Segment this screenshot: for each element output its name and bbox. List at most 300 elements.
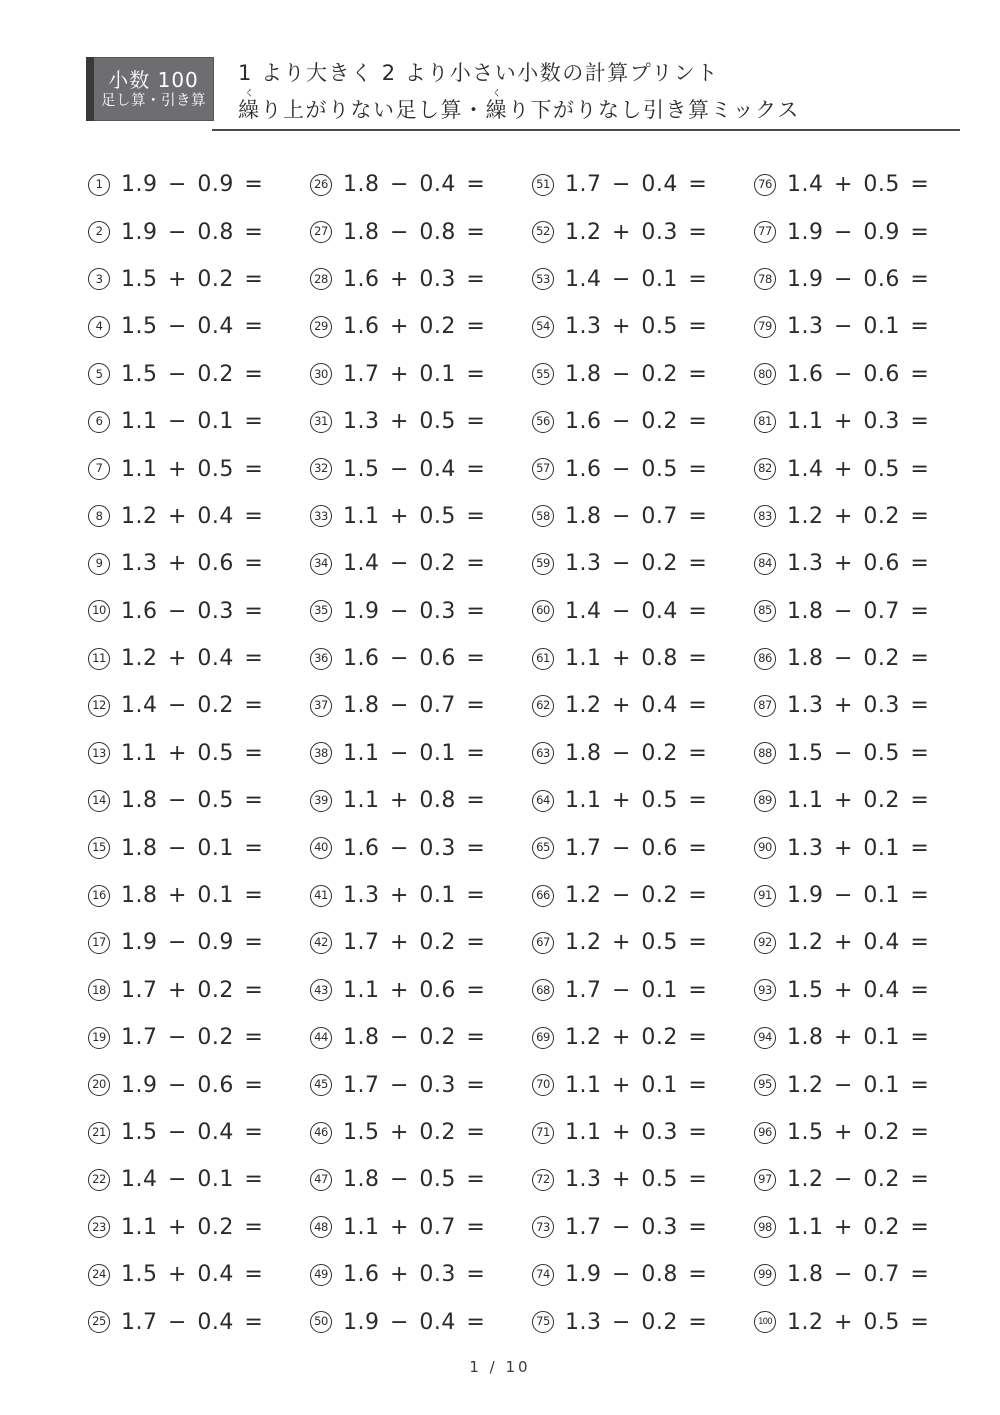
problem-row	[532, 1109, 754, 1156]
problem-expression: 1.7 + 0.2 =	[343, 930, 486, 956]
problem-expression: 1.8 − 0.2 =	[787, 646, 930, 672]
problem-expression: 1.4 − 0.1 =	[121, 1167, 264, 1193]
subtitle-ruby-base: 繰く	[485, 89, 508, 123]
problem-row	[88, 1014, 310, 1061]
problem-row	[310, 824, 532, 871]
problem-expression: 1.3 + 0.5 =	[343, 409, 486, 435]
problem-expression: 1.5 + 0.2 =	[343, 1120, 486, 1145]
problem-number-badge: 32	[310, 458, 332, 480]
problem-number-badge: 64	[532, 790, 554, 812]
problem-expression: 1.9 − 0.1 =	[787, 883, 930, 909]
problem-row	[532, 161, 754, 208]
problem-row	[754, 1156, 966, 1203]
problem-number-badge: 91	[754, 885, 776, 907]
problem-number-badge: 31	[310, 411, 332, 433]
worksheet-title: 1 より大きく 2 より小さい小数の計算プリント	[238, 61, 719, 85]
problem-expression: 1.8 − 0.5 =	[121, 788, 264, 814]
problem-row	[754, 303, 966, 350]
problem-row	[88, 303, 310, 350]
problem-expression: 1.8 − 0.2 =	[565, 740, 708, 766]
problem-number-badge: 74	[532, 1264, 554, 1286]
problem-number-badge: 72	[532, 1169, 554, 1191]
problem-row	[88, 730, 310, 777]
problem-expression: 1.1 + 0.8 =	[343, 788, 486, 814]
problem-number-badge: 62	[532, 695, 554, 717]
problem-expression: 1.1 − 0.1 =	[343, 740, 486, 766]
problem-row	[310, 1061, 532, 1108]
problem-expression: 1.2 + 0.4 =	[121, 646, 264, 672]
problem-expression: 1.3 + 0.5 =	[565, 1167, 708, 1193]
problem-number-badge: 21	[88, 1122, 110, 1144]
problem-row	[310, 1014, 532, 1061]
problem-number-badge: 53	[532, 268, 554, 290]
problem-expression: 1.8 + 0.1 =	[121, 883, 264, 909]
problem-expression: 1.2 − 0.1 =	[787, 1072, 930, 1098]
problem-number-badge: 83	[754, 505, 776, 527]
problem-row	[88, 351, 310, 398]
problem-row	[310, 967, 532, 1014]
problem-number-badge: 76	[754, 174, 776, 196]
problem-row	[754, 682, 966, 729]
problem-number-badge: 16	[88, 885, 110, 907]
problem-row	[754, 161, 966, 208]
problem-number-badge: 42	[310, 932, 332, 954]
problem-row	[310, 919, 532, 966]
problem-number-badge: 99	[754, 1264, 776, 1286]
problem-number-badge: 58	[532, 505, 554, 527]
problem-row	[88, 1251, 310, 1298]
problem-expression: 1.4 − 0.2 =	[343, 551, 486, 577]
problem-row	[310, 1109, 532, 1156]
problem-row	[754, 208, 966, 255]
problem-row	[310, 730, 532, 777]
problem-number-badge: 54	[532, 316, 554, 338]
problem-number-badge: 1	[88, 174, 110, 196]
problem-row	[88, 1204, 310, 1251]
problem-number-badge: 7	[88, 458, 110, 480]
problem-row	[532, 824, 754, 871]
problem-number-badge: 63	[532, 742, 554, 764]
problem-expression: 1.8 − 0.1 =	[121, 835, 264, 861]
problem-expression: 1.8 − 0.5 =	[343, 1167, 486, 1193]
problem-expression: 1.9 − 0.4 =	[343, 1309, 486, 1335]
problem-row	[754, 872, 966, 919]
problem-expression: 1.7 − 0.4 =	[565, 172, 708, 198]
problem-expression: 1.2 + 0.5 =	[565, 930, 708, 956]
problem-expression: 1.6 + 0.3 =	[343, 266, 486, 292]
problem-row	[532, 398, 754, 445]
problem-number-badge: 47	[310, 1169, 332, 1191]
badge-category-label: 小数 100	[108, 67, 199, 92]
problem-number-badge: 34	[310, 553, 332, 575]
problem-expression: 1.3 + 0.1 =	[343, 883, 486, 909]
problem-expression: 1.5 − 0.2 =	[121, 361, 264, 387]
problem-expression: 1.3 − 0.2 =	[565, 1309, 708, 1335]
problem-row	[88, 398, 310, 445]
problem-number-badge: 39	[310, 790, 332, 812]
problem-number-badge: 68	[532, 979, 554, 1001]
problem-number-badge: 52	[532, 221, 554, 243]
problem-number-badge: 57	[532, 458, 554, 480]
problem-number-badge: 2	[88, 221, 110, 243]
problem-row	[532, 540, 754, 587]
problem-row	[310, 777, 532, 824]
problem-expression: 1.2 + 0.4 =	[121, 503, 264, 529]
problem-number-badge: 37	[310, 695, 332, 717]
problem-row	[754, 1109, 966, 1156]
problem-number-badge: 88	[754, 742, 776, 764]
problem-number-badge: 50	[310, 1311, 332, 1333]
problem-expression: 1.1 + 0.6 =	[343, 977, 486, 1003]
problem-number-badge: 97	[754, 1169, 776, 1191]
problem-expression: 1.8 − 0.2 =	[343, 1025, 486, 1051]
problem-number-badge: 48	[310, 1216, 332, 1238]
problem-row	[310, 540, 532, 587]
problem-number-badge: 73	[532, 1216, 554, 1238]
problem-row	[532, 1204, 754, 1251]
problem-expression: 1.3 + 0.3 =	[787, 693, 930, 719]
problem-expression: 1.4 − 0.1 =	[565, 266, 708, 292]
problem-number-badge: 27	[310, 221, 332, 243]
problem-expression: 1.2 + 0.5 =	[787, 1309, 930, 1335]
problem-number-badge: 96	[754, 1122, 776, 1144]
problem-expression: 1.1 + 0.3 =	[565, 1120, 708, 1145]
problem-expression: 1.8 − 0.2 =	[565, 361, 708, 387]
badge-body	[94, 57, 214, 121]
problem-row	[310, 1156, 532, 1203]
problem-number-badge: 11	[88, 648, 110, 670]
problem-number-badge: 92	[754, 932, 776, 954]
problem-row	[310, 398, 532, 445]
problem-row	[532, 1061, 754, 1108]
problem-number-badge: 85	[754, 600, 776, 622]
problem-row	[310, 493, 532, 540]
problem-number-badge: 84	[754, 553, 776, 575]
page-number: 1 / 10	[469, 1358, 531, 1376]
problem-row	[754, 1014, 966, 1061]
problem-row	[310, 445, 532, 492]
problem-expression: 1.1 + 0.2 =	[121, 1214, 264, 1240]
problem-expression: 1.8 + 0.1 =	[787, 1025, 930, 1051]
problem-expression: 1.4 + 0.5 =	[787, 172, 930, 198]
problem-row	[310, 1204, 532, 1251]
problem-row	[310, 351, 532, 398]
problem-number-badge: 33	[310, 505, 332, 527]
problem-expression: 1.1 + 0.3 =	[787, 409, 930, 435]
problem-number-badge: 29	[310, 316, 332, 338]
problem-row	[532, 1014, 754, 1061]
problem-expression: 1.1 + 0.2 =	[787, 1214, 930, 1240]
problem-expression: 1.1 + 0.5 =	[565, 788, 708, 814]
problem-expression: 1.9 − 0.6 =	[787, 266, 930, 292]
problem-row	[532, 1251, 754, 1298]
problem-row	[88, 872, 310, 919]
problem-number-badge: 49	[310, 1264, 332, 1286]
problem-number-badge: 23	[88, 1216, 110, 1238]
problem-number-badge: 4	[88, 316, 110, 338]
problem-number-badge: 100	[754, 1311, 776, 1333]
problem-row	[754, 1061, 966, 1108]
problem-number-badge: 13	[88, 742, 110, 764]
problem-number-badge: 38	[310, 742, 332, 764]
problem-number-badge: 28	[310, 268, 332, 290]
problem-number-badge: 18	[88, 979, 110, 1001]
problem-expression: 1.6 − 0.5 =	[565, 456, 708, 482]
problem-expression: 1.9 − 0.8 =	[565, 1262, 708, 1288]
problem-row	[88, 208, 310, 255]
problem-expression: 1.2 + 0.2 =	[787, 503, 930, 529]
problem-expression: 1.6 + 0.2 =	[343, 314, 486, 340]
problem-number-badge: 98	[754, 1216, 776, 1238]
problem-row	[310, 635, 532, 682]
problem-row	[310, 303, 532, 350]
problem-number-badge: 93	[754, 979, 776, 1001]
problem-row	[754, 398, 966, 445]
problem-number-badge: 6	[88, 411, 110, 433]
problem-expression: 1.1 + 0.8 =	[565, 646, 708, 672]
problem-row	[754, 1204, 966, 1251]
problem-row	[88, 1156, 310, 1203]
problem-expression: 1.1 + 0.5 =	[121, 456, 264, 482]
problem-row	[754, 1251, 966, 1298]
problem-number-badge: 24	[88, 1264, 110, 1286]
problem-number-badge: 36	[310, 648, 332, 670]
problem-row	[754, 967, 966, 1014]
problem-number-badge: 17	[88, 932, 110, 954]
problem-expression: 1.5 − 0.4 =	[343, 456, 486, 482]
problem-row	[754, 730, 966, 777]
problem-expression: 1.5 + 0.2 =	[121, 266, 264, 292]
problem-expression: 1.2 + 0.2 =	[565, 1025, 708, 1051]
problem-number-badge: 79	[754, 316, 776, 338]
problem-row	[754, 588, 966, 635]
problem-number-badge: 51	[532, 174, 554, 196]
problem-expression: 1.4 − 0.2 =	[121, 693, 264, 719]
problem-number-badge: 26	[310, 174, 332, 196]
problem-column-1	[88, 161, 310, 1346]
problem-row	[310, 256, 532, 303]
problem-expression: 1.3 + 0.6 =	[121, 551, 264, 577]
problem-row	[754, 1298, 966, 1345]
problem-expression: 1.3 − 0.2 =	[565, 551, 708, 577]
problem-number-badge: 15	[88, 837, 110, 859]
problem-expression: 1.8 − 0.7 =	[787, 1262, 930, 1288]
problem-row	[310, 588, 532, 635]
problem-row	[754, 919, 966, 966]
problem-row	[532, 919, 754, 966]
problem-number-badge: 77	[754, 221, 776, 243]
problem-number-badge: 86	[754, 648, 776, 670]
problem-expression: 1.7 − 0.1 =	[565, 977, 708, 1003]
problem-expression: 1.2 + 0.4 =	[787, 930, 930, 956]
problem-expression: 1.1 + 0.5 =	[343, 503, 486, 529]
problem-row	[88, 1298, 310, 1345]
problem-number-badge: 12	[88, 695, 110, 717]
problem-row	[532, 208, 754, 255]
problem-expression: 1.1 + 0.1 =	[565, 1072, 708, 1098]
problem-number-badge: 66	[532, 885, 554, 907]
problem-row	[532, 445, 754, 492]
problem-expression: 1.2 − 0.2 =	[565, 883, 708, 909]
problem-expression: 1.2 + 0.4 =	[565, 693, 708, 719]
problem-number-badge: 30	[310, 363, 332, 385]
problem-row	[532, 588, 754, 635]
problem-expression: 1.4 − 0.4 =	[565, 598, 708, 624]
problem-expression: 1.8 − 0.7 =	[343, 693, 486, 719]
problem-expression: 1.6 − 0.6 =	[343, 646, 486, 672]
problem-row	[88, 256, 310, 303]
worksheet-subtitle: 繰くり上がりない足し算・繰くり下がりなし引き算ミックス	[238, 89, 800, 123]
problem-expression: 1.9 − 0.9 =	[121, 172, 264, 198]
problem-row	[532, 730, 754, 777]
problem-expression: 1.9 − 0.8 =	[121, 219, 264, 245]
problem-row	[754, 540, 966, 587]
problem-expression: 1.1 + 0.5 =	[121, 740, 264, 766]
problem-number-badge: 43	[310, 979, 332, 1001]
problem-row	[88, 967, 310, 1014]
problem-row	[88, 493, 310, 540]
problem-expression: 1.7 − 0.4 =	[121, 1309, 264, 1335]
problem-number-badge: 70	[532, 1074, 554, 1096]
problem-row	[532, 872, 754, 919]
problem-expression: 1.6 − 0.2 =	[565, 409, 708, 435]
problem-expression: 1.5 − 0.4 =	[121, 314, 264, 340]
problem-number-badge: 81	[754, 411, 776, 433]
problem-row	[310, 1298, 532, 1345]
header-badge	[86, 57, 214, 121]
problem-expression: 1.1 + 0.7 =	[343, 1214, 486, 1240]
badge-left-strip	[86, 57, 94, 121]
problem-expression: 1.4 + 0.5 =	[787, 456, 930, 482]
problem-row	[88, 682, 310, 729]
problem-expression: 1.8 − 0.4 =	[343, 172, 486, 198]
problem-number-badge: 78	[754, 268, 776, 290]
problem-number-badge: 59	[532, 553, 554, 575]
problem-number-badge: 65	[532, 837, 554, 859]
problem-number-badge: 67	[532, 932, 554, 954]
problem-expression: 1.5 + 0.2 =	[787, 1120, 930, 1145]
problem-number-badge: 44	[310, 1027, 332, 1049]
problem-number-badge: 71	[532, 1122, 554, 1144]
problem-number-badge: 94	[754, 1027, 776, 1049]
problem-number-badge: 45	[310, 1074, 332, 1096]
problem-number-badge: 35	[310, 600, 332, 622]
problem-row	[310, 682, 532, 729]
problem-row	[754, 256, 966, 303]
problem-row	[88, 1109, 310, 1156]
problem-number-badge: 82	[754, 458, 776, 480]
problem-number-badge: 60	[532, 600, 554, 622]
problem-row	[532, 351, 754, 398]
problem-column-3	[532, 161, 754, 1346]
problem-row	[310, 872, 532, 919]
problem-column-2	[310, 161, 532, 1346]
problem-expression: 1.7 + 0.1 =	[343, 361, 486, 387]
problem-row	[754, 777, 966, 824]
problem-expression: 1.8 − 0.7 =	[565, 503, 708, 529]
problem-expression: 1.6 + 0.3 =	[343, 1262, 486, 1288]
problem-expression: 1.6 − 0.3 =	[121, 598, 264, 624]
problem-expression: 1.6 − 0.3 =	[343, 835, 486, 861]
problem-row	[88, 540, 310, 587]
problem-row	[532, 635, 754, 682]
problem-expression: 1.5 − 0.5 =	[787, 740, 930, 766]
problem-number-badge: 8	[88, 505, 110, 527]
problem-expression: 1.6 − 0.6 =	[787, 361, 930, 387]
problem-row	[88, 588, 310, 635]
problem-row	[88, 824, 310, 871]
problem-expression: 1.1 − 0.1 =	[121, 409, 264, 435]
problem-row	[88, 635, 310, 682]
problem-column-4	[754, 161, 966, 1346]
problem-expression: 1.3 − 0.1 =	[787, 314, 930, 340]
problem-number-badge: 14	[88, 790, 110, 812]
problems-grid	[88, 161, 966, 1346]
problem-expression: 1.8 − 0.7 =	[787, 598, 930, 624]
problem-number-badge: 55	[532, 363, 554, 385]
header-divider	[212, 129, 960, 131]
problem-row	[532, 493, 754, 540]
problem-row	[532, 967, 754, 1014]
subtitle-ruby-base: 繰く	[238, 89, 261, 123]
problem-expression: 1.7 + 0.2 =	[121, 977, 264, 1003]
problem-expression: 1.2 − 0.2 =	[787, 1167, 930, 1193]
problem-row	[754, 824, 966, 871]
problem-row	[310, 161, 532, 208]
problem-expression: 1.7 − 0.3 =	[565, 1214, 708, 1240]
problem-expression: 1.3 + 0.1 =	[787, 835, 930, 861]
problem-row	[532, 777, 754, 824]
problem-expression: 1.7 − 0.2 =	[121, 1025, 264, 1051]
problem-number-badge: 3	[88, 268, 110, 290]
problem-row	[310, 1251, 532, 1298]
problem-expression: 1.9 − 0.9 =	[121, 930, 264, 956]
problem-row	[88, 161, 310, 208]
problem-expression: 1.9 − 0.9 =	[787, 219, 930, 245]
problem-expression: 1.7 − 0.6 =	[565, 835, 708, 861]
problem-row	[754, 493, 966, 540]
problem-number-badge: 22	[88, 1169, 110, 1191]
problem-number-badge: 46	[310, 1122, 332, 1144]
problem-expression: 1.8 − 0.8 =	[343, 219, 486, 245]
problem-number-badge: 90	[754, 837, 776, 859]
problem-number-badge: 19	[88, 1027, 110, 1049]
problem-expression: 1.5 + 0.4 =	[787, 977, 930, 1003]
problem-row	[310, 208, 532, 255]
problem-expression: 1.5 + 0.4 =	[121, 1262, 264, 1288]
problem-expression: 1.9 − 0.6 =	[121, 1072, 264, 1098]
problem-row	[532, 256, 754, 303]
problem-row	[754, 635, 966, 682]
problem-number-badge: 61	[532, 648, 554, 670]
badge-operation-label: 足し算・引き算	[101, 92, 206, 109]
problem-number-badge: 25	[88, 1311, 110, 1333]
problem-number-badge: 89	[754, 790, 776, 812]
problem-row	[532, 682, 754, 729]
problem-number-badge: 56	[532, 411, 554, 433]
problem-row	[88, 919, 310, 966]
problem-expression: 1.3 + 0.6 =	[787, 551, 930, 577]
problem-row	[532, 303, 754, 350]
problem-expression: 1.1 + 0.2 =	[787, 788, 930, 814]
problem-number-badge: 9	[88, 553, 110, 575]
problem-expression: 1.9 − 0.3 =	[343, 598, 486, 624]
problem-number-badge: 10	[88, 600, 110, 622]
problem-row	[88, 445, 310, 492]
problem-number-badge: 87	[754, 695, 776, 717]
problem-row	[88, 777, 310, 824]
problem-number-badge: 20	[88, 1074, 110, 1096]
